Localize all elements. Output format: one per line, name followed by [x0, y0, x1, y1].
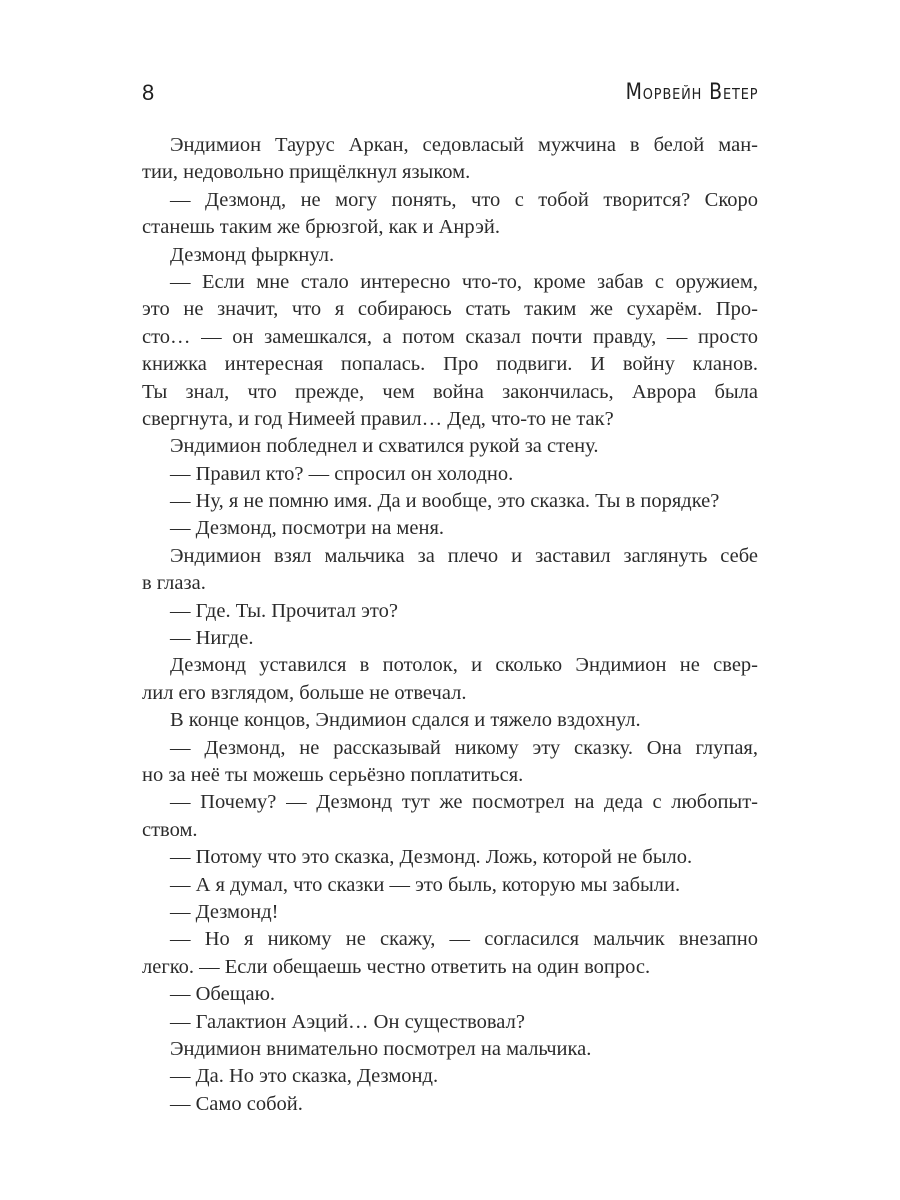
text-line: — Почему? — Дезмонд тут же посмотрел на деда с любопыт-: [170, 791, 758, 814]
text-line: легко. — Если обещаешь честно ответить на один вопрос.: [142, 955, 651, 978]
text-line: — Если мне стало интересно что-то, кроме забав с оружием,: [170, 270, 758, 293]
text-line: — Дезмонд, посмотри на меня.: [170, 517, 445, 540]
page-number: 8: [142, 80, 155, 105]
text-line: но за неё ты можешь серьёзно поплатиться.: [142, 763, 524, 786]
text-line: — Галактион Аэций… Он существовал?: [170, 1010, 525, 1033]
text-line: лил его взглядом, больше не отвечал.: [142, 681, 467, 704]
text-line: — Дезмонд, не рассказывай никому эту сказку. Она глупая,: [170, 736, 758, 759]
text-line: — Дезмонд!: [170, 900, 279, 923]
text-line: свергнута, и год Нимеей правил… Дед, что-то не так?: [142, 407, 614, 430]
text-line: — Но я никому не скажу, — согласился мальчик внезапно: [170, 928, 758, 951]
text-line: Дезмонд уставился в потолок, и сколько Эндимион не свер-: [170, 654, 758, 677]
text-line: Дезмонд фыркнул.: [170, 243, 335, 266]
text-line: — Потому что это сказка, Дезмонд. Ложь, которой не было.: [170, 846, 693, 869]
text-line: сто… — он замешкался, а потом сказал почти правду, — просто: [142, 325, 758, 348]
text-line: Эндимион Таурус Аркан, седовласый мужчина в белой ман-: [170, 134, 758, 156]
text-line: Ты знал, что прежде, чем война закончилась, Аврора была: [142, 380, 758, 403]
running-title: Морвейн Ветер: [625, 80, 758, 105]
text-line: в глаза.: [142, 572, 206, 595]
text-line: — Ну, я не помню имя. Да и вообще, это сказка. Ты в порядке?: [170, 490, 720, 513]
text-line: тии, недовольно прищёлкнул языком.: [142, 161, 471, 184]
text-line: Эндимион взял мальчика за плечо и заставил заглянуть себе: [170, 544, 758, 567]
body-text: [142, 132, 758, 1118]
text-line: — Дезмонд, не могу понять, что с тобой творится? Скоро: [170, 188, 758, 211]
text-line: — Само собой.: [170, 1092, 303, 1115]
text-line: — Обещаю.: [170, 983, 276, 1006]
text-line: Эндимион побледнел и схватился рукой за стену.: [170, 435, 599, 458]
text-line: — Правил кто? — спросил он холодно.: [170, 462, 514, 485]
text-line: — Да. Но это сказка, Дезмонд.: [170, 1065, 439, 1088]
text-line: книжка интересная попалась. Про подвиги. И войну кланов.: [142, 353, 758, 376]
text-line: — Где. Ты. Прочитал это?: [170, 599, 398, 622]
text-line: Эндимион внимательно посмотрел на мальчика.: [170, 1037, 592, 1060]
text-line: станешь таким же брюзгой, как и Анрэй.: [142, 216, 501, 239]
text-line: это не значит, что я собираюсь стать таким же сухарём. Про-: [142, 298, 758, 321]
text-line: ством.: [142, 818, 198, 841]
running-head: [142, 76, 758, 110]
text-line: В конце концов, Эндимион сдался и тяжело вздохнул.: [170, 709, 641, 732]
text-line: — А я думал, что сказки — это быль, которую мы забыли.: [170, 873, 681, 896]
text-line: — Нигде.: [170, 627, 254, 650]
